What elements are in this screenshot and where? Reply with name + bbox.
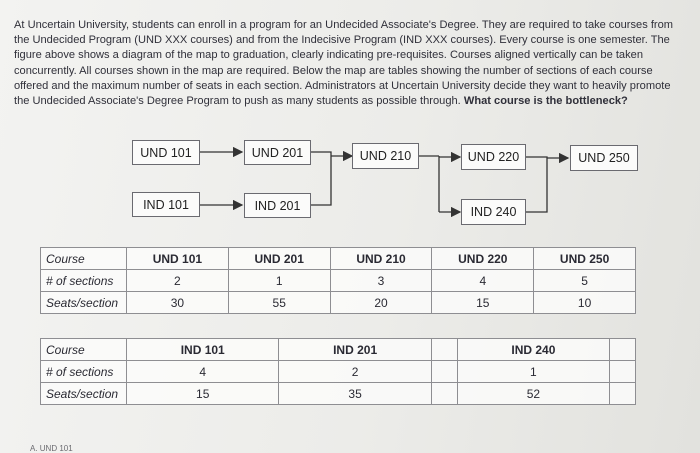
- row-label-course: Course: [41, 339, 127, 361]
- und-sections-table: [40, 247, 636, 314]
- row-label-course: Course: [41, 248, 127, 270]
- sections-cell: [431, 361, 457, 383]
- course-cell: UND 220: [432, 248, 534, 270]
- sections-cell: 2: [127, 270, 229, 292]
- sections-cell: [610, 361, 636, 383]
- seats-cell: 55: [228, 292, 330, 314]
- connector-level2-to-und210: [311, 152, 331, 205]
- sections-cell: 5: [534, 270, 636, 292]
- answer-option-a[interactable]: A. UND 101: [30, 444, 73, 453]
- seats-cell: [610, 383, 636, 405]
- course-box-label: IND 201: [254, 198, 301, 213]
- seats-cell: 30: [127, 292, 229, 314]
- sections-cell: 4: [127, 361, 279, 383]
- course-box-und101: [132, 140, 200, 165]
- row-label-sections: # of sections: [41, 270, 127, 292]
- course-cell: IND 201: [279, 339, 431, 361]
- sections-cell: 4: [432, 270, 534, 292]
- table-row: [41, 361, 636, 383]
- course-cell: IND 101: [127, 339, 279, 361]
- course-box-label: IND 101: [143, 197, 189, 212]
- course-cell: UND 250: [534, 248, 636, 270]
- table-row: [41, 339, 636, 361]
- course-box-label: IND 240: [470, 205, 517, 219]
- seats-cell: 15: [432, 292, 534, 314]
- course-cell: [610, 339, 636, 361]
- row-label-seats: Seats/section: [41, 292, 127, 314]
- course-box-label: UND 220: [467, 150, 520, 164]
- course-box-und250: [570, 145, 638, 171]
- table-row: [41, 383, 636, 405]
- problem-question: What course is the bottleneck?: [463, 95, 628, 108]
- connector-level4-to-und250: [526, 157, 547, 212]
- seats-cell: 15: [127, 383, 279, 405]
- row-label-sections: # of sections: [41, 361, 127, 383]
- course-box-und220: [461, 144, 526, 170]
- row-label-seats: Seats/section: [41, 383, 127, 405]
- course-box-label: UND 201: [251, 145, 304, 160]
- table-row: [41, 292, 636, 314]
- sections-cell: 1: [228, 270, 330, 292]
- course-cell: [431, 339, 457, 361]
- table-row: [41, 270, 636, 292]
- course-cell: IND 240: [457, 339, 609, 361]
- course-box-ind101: [132, 192, 200, 217]
- seats-cell: 52: [457, 383, 609, 405]
- seats-cell: 10: [534, 292, 636, 314]
- problem-text: At Uncertain University, students can enroll in a program for an Undecided Associate's Degree. They are required to take courses from the Undecided Program (UND XXX courses) and from the Indecisive Program (IND XXX courses). Every course is one semester. The figure above shows a diagram of the map to graduation, clearly indicating pre-requisites. Courses aligned vertically can be taken concurrently. All courses shown in the map are required. Below the map are tables showing the number of sections of each course offered and the maximum number of seats in each section. Administrators at Uncertain University decide they want to heavily promote the Undecided Associate's Degree Program to push as many students as possible through.: [14, 19, 674, 108]
- seats-cell: [431, 383, 457, 405]
- course-cell: UND 101: [127, 248, 229, 270]
- course-box-label: UND 210: [359, 149, 412, 163]
- sections-cell: 3: [330, 270, 432, 292]
- course-box-und201: [244, 140, 311, 165]
- seats-cell: 35: [279, 383, 431, 405]
- course-box-und210: [352, 143, 419, 169]
- ind-sections-table: [40, 338, 636, 405]
- course-box-label: UND 101: [140, 145, 192, 160]
- course-box-ind240: [461, 199, 526, 225]
- sections-cell: 1: [457, 361, 609, 383]
- sections-cell: 2: [279, 361, 431, 383]
- course-box-ind201: [244, 193, 311, 218]
- seats-cell: 20: [330, 292, 432, 314]
- course-cell: UND 210: [330, 248, 432, 270]
- table-row: [41, 248, 636, 270]
- course-cell: UND 201: [228, 248, 330, 270]
- course-box-label: UND 250: [578, 151, 630, 165]
